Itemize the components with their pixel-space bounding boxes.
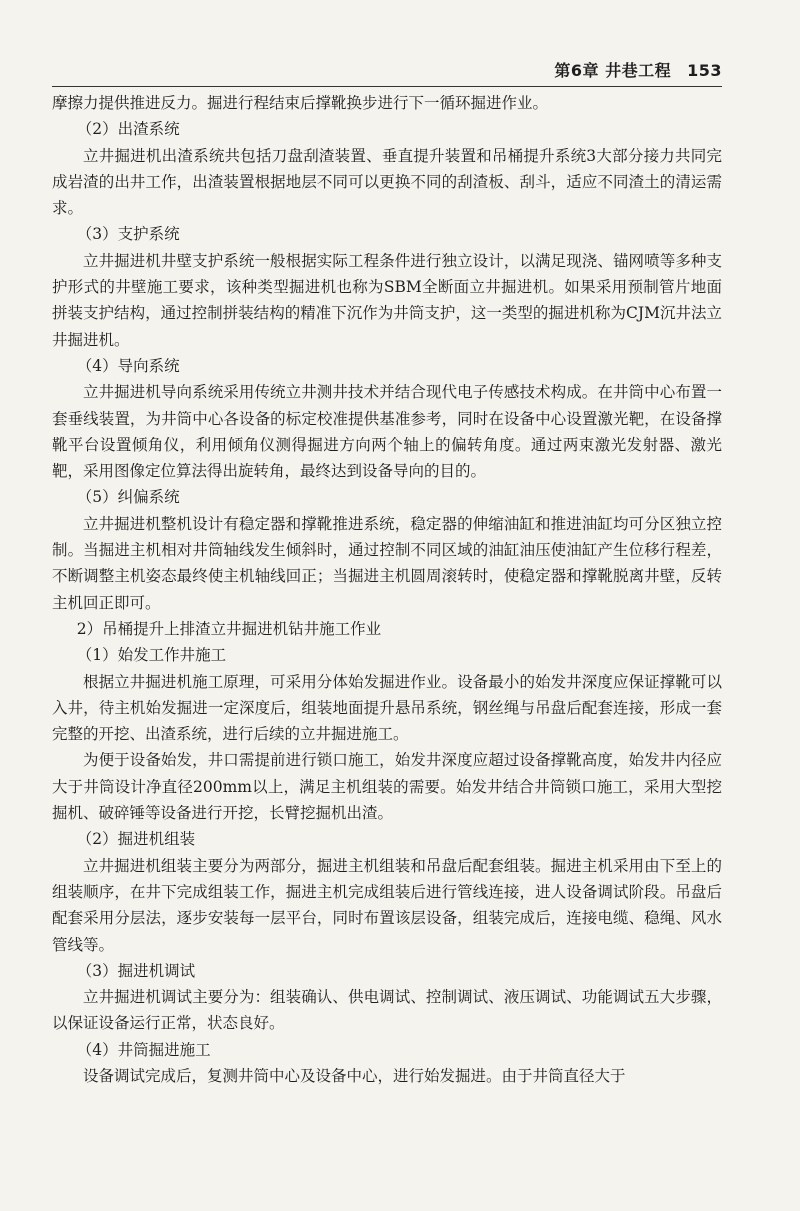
body-paragraph: 立井掘进机出渣系统共包括刀盘刮渣装置、垂直提升装置和吊桶提升系统3大部分接力共同完成岩渣的出井工作，出渣装置根据地层不同可以更换不同的刮渣板、刮斗，适应不同渣土的清运需求。: [52, 146, 722, 218]
chapter-title: 第6章 井巷工程: [554, 61, 672, 80]
body-paragraph: 立井掘进机井壁支护系统一般根据实际工程条件进行独立设计，以满足现浇、锚网喷等多种支护形式的井壁施工要求，该种类型掘进机也称为SBM全断面立井掘进机。如果采用预制管片地面拼装支护结构，通过控制拼装结构的精准下沉作为井筒支护，这一类型的掘进机称为CJM沉井法立井掘进机。: [52, 251, 722, 349]
subsection-heading: （4）井筒掘进施工: [76, 1040, 211, 1059]
body-paragraph: 根据立井掘进机施工原理，可采用分体始发掘进作业。设备最小的始发井深度应保证撑靴可以入井，待主机始发掘进一定深度后，组装地面提升悬吊系统，钢丝绳与吊盘后配套连接，形成一套完整的开挖、出渣系统，进行后续的立井掘进施工。: [52, 672, 722, 744]
subsection-heading: （3）支护系统: [76, 225, 180, 244]
body-paragraph: 立井掘进机调试主要分为：组装确认、供电调试、控制调试、液压调试、功能调试五大步骤，以保证设备运行正常，状态良好。: [52, 988, 722, 1033]
section-heading: 2）吊桶提升上排渣立井掘进机钻井施工作业: [76, 619, 382, 638]
page-number: 153: [687, 61, 722, 80]
body-paragraph: 设备调试完成后，复测井筒中心及设备中心，进行始发掘进。由于井筒直径大于: [83, 1066, 626, 1085]
subsection-heading: （5）纠偏系统: [76, 488, 180, 507]
body-paragraph: 立井掘进机整机设计有稳定器和撑靴推进系统，稳定器的伸缩油缸和推进油缸均可分区独立控制。当掘进主机相对井筒轴线发生倾斜时，通过控制不同区域的油缸油压使油缸产生位移行程差，不断调整主机姿态最终使主机轴线回正；当掘进主机圆周滚转时，使稳定器和撑靴脱离井壁，反转主机回正即可。: [52, 514, 722, 612]
running-head: [554, 58, 722, 81]
running-header: [52, 58, 722, 87]
body-paragraph: 为便于设备始发，井口需提前进行锁口施工，始发井深度应超过设备撑靴高度，始发井内径应大于井筒设计净直径200mm以上，满足主机组装的需要。始发井结合井筒锁口施工，采用大型挖掘机、破碎锤等设备进行开挖，长臂挖掘机出渣。: [52, 751, 722, 823]
subsection-heading: （4）导向系统: [76, 356, 180, 375]
subsection-heading: （2）出渣系统: [76, 120, 180, 139]
paragraph-continued: 摩擦力提供推进反力。掘进行程结束后撑靴换步进行下一循环掘进作业。: [52, 94, 549, 112]
subsection-heading: （1）始发工作井施工: [76, 646, 227, 665]
page-body: [52, 90, 722, 1089]
subsection-heading: （2）掘进机组装: [76, 830, 196, 849]
body-paragraph: 立井掘进机导向系统采用传统立井测井技术并结合现代电子传感技术构成。在井筒中心布置一套垂线装置，为井筒中心各设备的标定校准提供基准参考，同时在设备中心设置激光靶，在设备撑靴平台设置倾角仪，利用倾角仪测得掘进方向两个轴上的偏转角度。通过两束激光发射器、激光靶，采用图像定位算法得出旋转角，最终达到设备导向的目的。: [52, 383, 722, 481]
body-paragraph: 立井掘进机组装主要分为两部分，掘进主机组装和吊盘后配套组装。掘进主机采用由下至上的组装顺序，在井下完成组装工作，掘进主机完成组装后进行管线连接，进人设备调试阶段。吊盘后配套采用分层法，逐步安装每一层平台，同时布置该层设备，组装完成后，连接电缆、稳绳、风水管线等。: [52, 856, 722, 954]
subsection-heading: （3）掘进机调试: [76, 961, 196, 980]
